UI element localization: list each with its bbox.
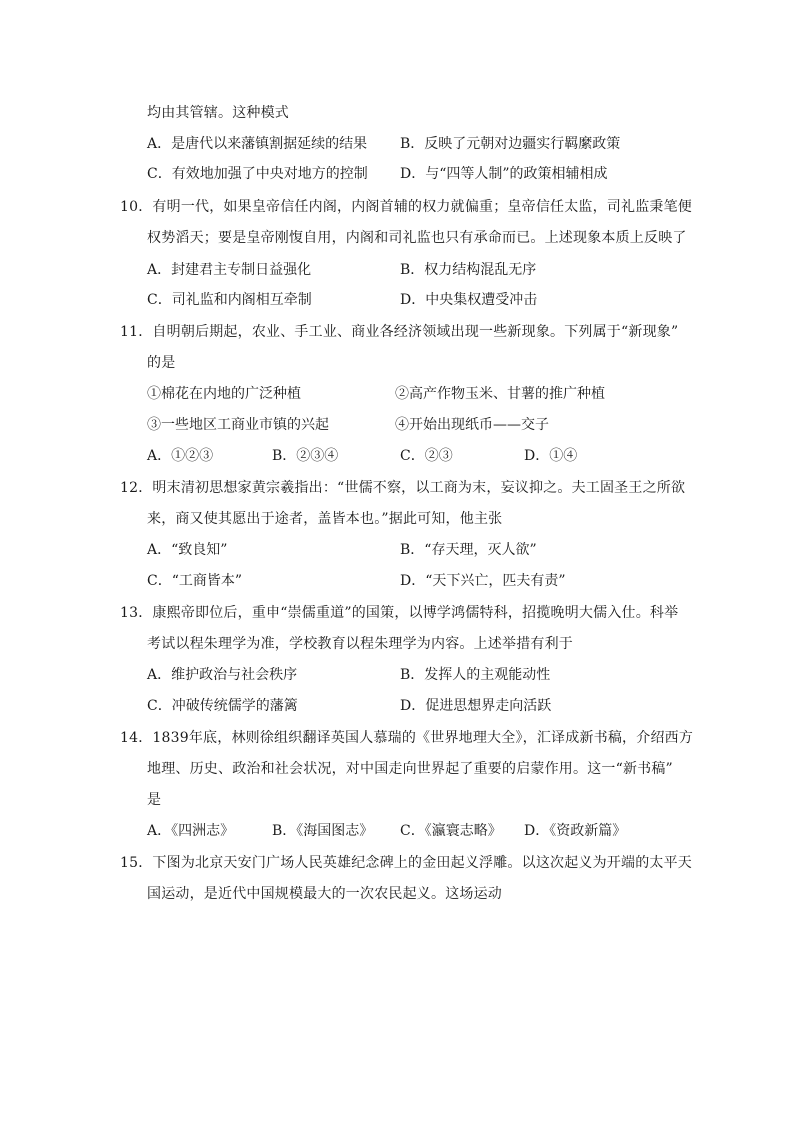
q11-item-4: ④开始出现纸币——交子	[395, 417, 549, 433]
q13-option-c: C．冲破传统儒学的藩篱	[147, 698, 298, 714]
q9-continuation: 均由其管辖。这种模式	[147, 105, 289, 121]
q12-stem-line-2: 来，商又使其愿出于途者，盖皆本也。”据此可知，他主张	[147, 511, 503, 527]
q11-item-1: ①棉花在内地的广泛种植	[147, 386, 301, 402]
q10-stem-line-1: 10．有明一代，如果皇帝信任内阁，内阁首辅的权力就偏重；皇帝信任太监，司礼监秉笔便	[120, 199, 693, 215]
q14-option-c: C．《瀛寰志略》	[400, 823, 502, 839]
q10-stem-line-2: 权势滔天；要是皇帝刚愎自用，内阁和司礼监也只有承命而已。上述现象本质上反映了	[147, 230, 687, 246]
q12-option-b: B．“存天理，灭人欲”	[400, 542, 537, 558]
q11-stem-line-1: 11．自明朝后期起，农业、手工业、商业各经济领域出现一些新现象。下列属于“新现象”	[120, 324, 679, 340]
q14-stem-line-2: 地理、历史、政治和社会状况，对中国走向世界起了重要的启蒙作用。这一“新书稿”	[147, 761, 673, 777]
q9-option-b: B．反映了元朝对边疆实行羁縻政策	[400, 136, 621, 152]
q11-option-c: C．②③	[400, 448, 453, 464]
q9-option-c: C．有效地加强了中央对地方的控制	[147, 166, 368, 182]
q11-stem-line-2: 的是	[147, 355, 176, 371]
q12-option-a: A．“致良知”	[147, 542, 228, 558]
q13-option-d: D．促进思想界走向活跃	[400, 698, 552, 714]
q15-stem-line-1: 15．下图为北京天安门广场人民英雄纪念碑上的金田起义浮雕。以这次起义为开端的太平天	[120, 855, 693, 871]
q11-item-2: ②高产作物玉米、甘薯的推广种植	[395, 386, 605, 402]
q13-stem-line-2: 考试以程朱理学为准，学校教育以程朱理学为内容。上述举措有利于	[147, 636, 573, 652]
q14-option-d: D．《资政新篇》	[524, 823, 627, 839]
q11-option-b: B．②③④	[272, 448, 339, 464]
q11-option-d: D．①④	[524, 448, 578, 464]
q10-option-b: B．权力结构混乱无序	[400, 262, 537, 278]
q10-option-a: A．封建君主专制日益强化	[147, 262, 312, 278]
q13-option-b: B．发挥人的主观能动性	[400, 667, 551, 683]
q10-option-c: C．司礼监和内阁相互牵制	[147, 292, 312, 308]
q9-option-d: D．与“四等人制”的政策相辅相成	[400, 166, 608, 182]
q12-stem-line-1: 12．明末清初思想家黄宗羲指出：“世儒不察，以工商为末，妄议抑之。夫工固圣王之所欲	[120, 480, 686, 496]
q13-stem-line-1: 13．康熙帝即位后，重申“崇儒重道”的国策，以博学鸿儒特科，招揽晚明大儒入仕。科举	[120, 605, 679, 621]
q14-option-b: B．《海国图志》	[272, 823, 374, 839]
q14-stem-line-3: 是	[147, 792, 162, 808]
q15-stem-line-2: 国运动，是近代中国规模最大的一次农民起义。这场运动	[147, 886, 502, 902]
q11-item-3: ③一些地区工商业市镇的兴起	[147, 417, 329, 433]
q13-option-a: A．维护政治与社会秩序	[147, 667, 298, 683]
q12-option-d: D．“天下兴亡，匹夫有责”	[400, 573, 566, 589]
q12-option-c: C．“工商皆本”	[147, 573, 243, 589]
q10-option-d: D．中央集权遭受冲击	[400, 292, 538, 308]
q9-option-a: A．是唐代以来藩镇割据延续的结果	[147, 136, 368, 152]
q14-stem-line-1: 14．1839年底，林则徐组织翻译英国人慕瑞的《世界地理大全》，汇译成新书稿，介绍西方	[120, 730, 694, 746]
q11-option-a: A．①②③	[147, 448, 214, 464]
q14-option-a: A．《四洲志》	[147, 823, 235, 839]
